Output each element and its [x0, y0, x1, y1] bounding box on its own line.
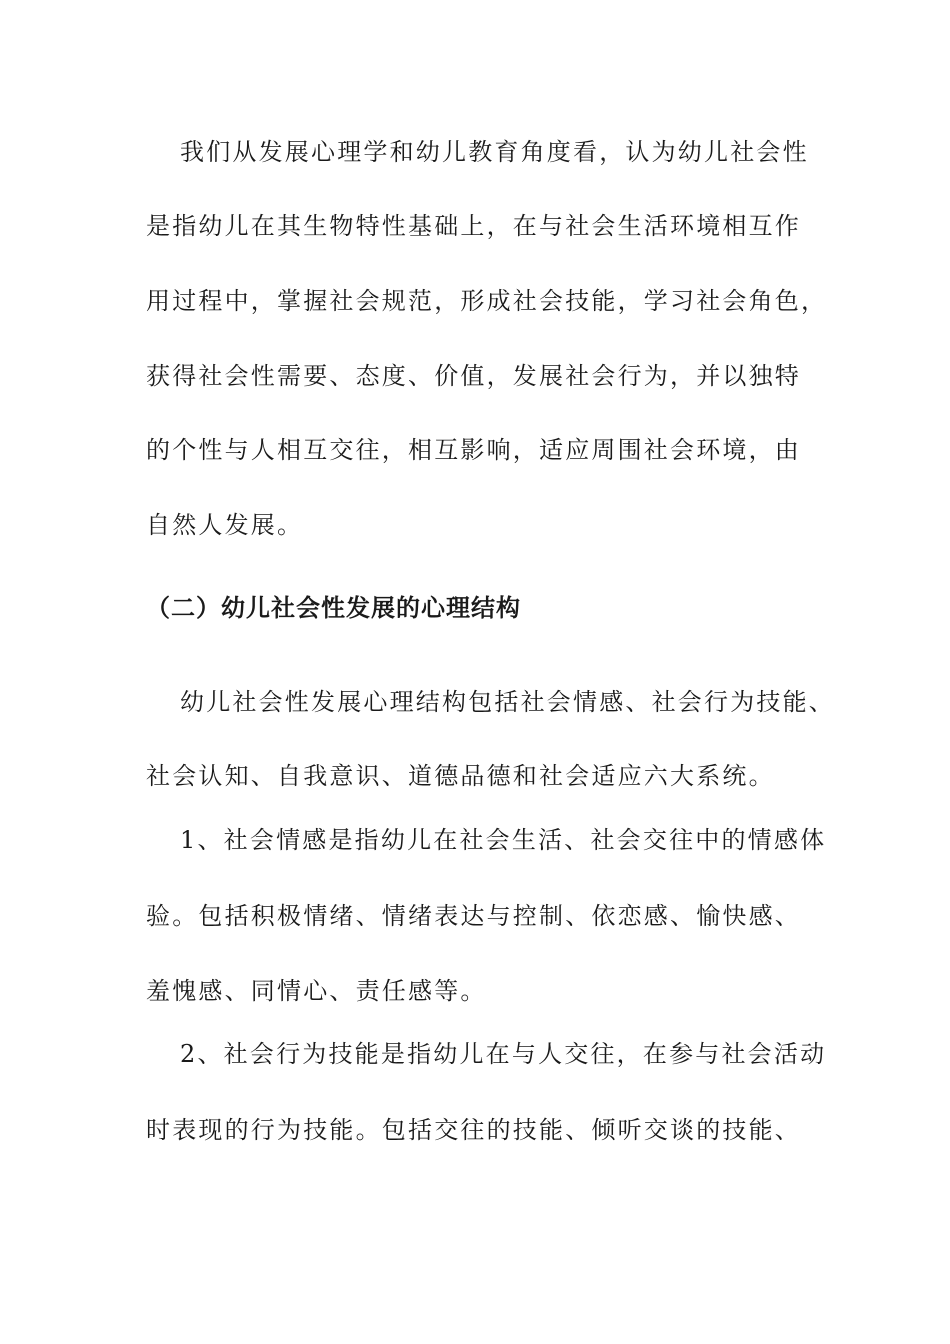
item2-line-1: 2、社会行为技能是指幼儿在与人交往，在参与社会活动	[180, 1040, 827, 1068]
item1-line-1: 1、社会情感是指幼儿在社会生活、社会交往中的情感体	[180, 826, 827, 854]
item1-line-2: 验。包括积极情绪、情绪表达与控制、依恋感、愉快感、	[146, 902, 801, 930]
para1-line-2: 是指幼儿在其生物特性基础上，在与社会生活环境相互作	[146, 212, 801, 240]
para2-line-1: 幼儿社会性发展心理结构包括社会情感、社会行为技能、	[180, 688, 835, 716]
para1-line-5: 的个性与人相互交往，相互影响，适应周围社会环境，由	[146, 436, 801, 464]
para1-line-6: 自然人发展。	[146, 511, 304, 539]
para2-line-2: 社会认知、自我意识、道德品德和社会适应六大系统。	[146, 762, 775, 790]
section-heading: （二）幼儿社会性发展的心理结构	[146, 594, 521, 622]
para1-line-4: 获得社会性需要、态度、价值，发展社会行为，并以独特	[146, 362, 801, 390]
para1-line-1: 我们从发展心理学和幼儿教育角度看，认为幼儿社会性	[180, 138, 809, 166]
item1-line-3: 羞愧感、同情心、责任感等。	[146, 977, 487, 1005]
para1-line-3: 用过程中，掌握社会规范，形成社会技能，学习社会角色，	[146, 287, 828, 315]
item2-line-2: 时表现的行为技能。包括交往的技能、倾听交谈的技能、	[146, 1116, 801, 1144]
